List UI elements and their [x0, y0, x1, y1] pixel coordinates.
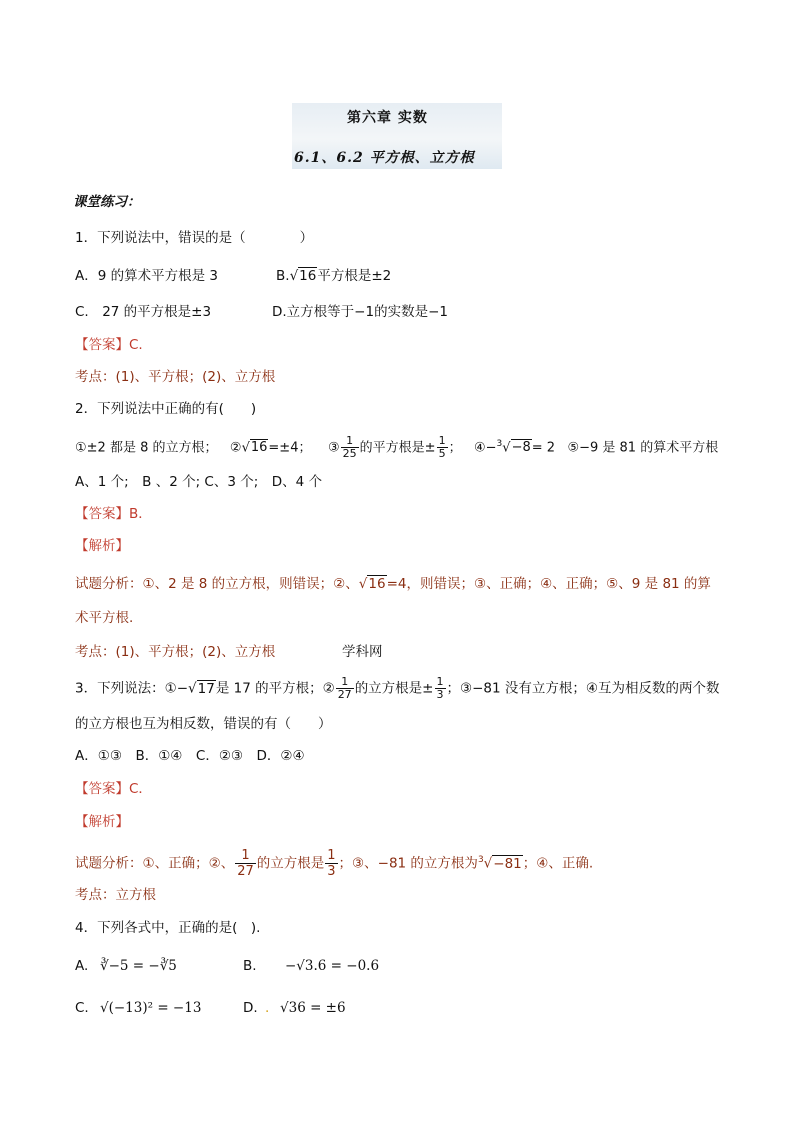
q4-option-c-expr: √(−13)² = −13 — [100, 1000, 202, 1016]
q2-stem: 2．下列说法中正确的有( ) — [75, 401, 257, 417]
q1-option-b: B.√16平方根是±2 — [276, 268, 392, 284]
q4-option-a-label: A. — [75, 958, 89, 974]
q1-option-a: A．9 的算术平方根是 3 — [75, 268, 218, 284]
q2-answer: 【答案】B． — [75, 506, 152, 522]
q2-analysis-cont: 术平方根. — [75, 610, 134, 626]
q4-option-d-dot: . — [265, 1000, 270, 1016]
section-title: 课堂练习： — [73, 194, 141, 210]
q4-option-a-expr: ∛−5 = −∛5 — [100, 958, 177, 974]
section-heading: 6.1、6.2 平方根、立方根 — [294, 150, 475, 166]
q3-analysis-label: 【解析】 — [75, 814, 129, 830]
q4-option-d-expr: √36 = ±6 — [280, 1000, 346, 1016]
q2-analysis-label: 【解析】 — [75, 538, 129, 554]
q1-option-d: D.立方根等于−1的实数是−1 — [272, 304, 448, 320]
q2-statements: ①±2 都是 8 的立方根； ②√16=±4； ③ $\frac{1}{25}$ 的平方根是± $\frac{1}{5}$ ； ④−$^3$√−8= 2 ⑤−9 是 81 的算术平方根 — [75, 434, 719, 461]
q2-options: A、1 个; B 、2 个; C、3 个; D、4 个 — [75, 474, 323, 490]
q3-stem-cont: 的立方根也互为相反数，错误的有（ ） — [75, 716, 332, 732]
q4-stem: 4．下列各式中，正确的是( ). — [75, 920, 261, 936]
q1-point: 考点：(1)、平方根；(2)、立方根 — [75, 369, 276, 385]
watermark: 学科网 — [342, 644, 383, 660]
q3-stem: 3．下列说法：①−√17是 17 的平方根；② $\frac{1}{27}$ 的立方根是± $\frac{1}{3}$ ；③−81 没有立方根；④互为相反数的两个数 — [75, 675, 720, 701]
q3-analysis: 试题分析：①、正确；②、 $\frac{1}{27}$ 的立方根是 $\frac{1}{3}$ ；③、−81 的立方根为$^3$√−81；④、正确. — [75, 848, 594, 879]
q1-answer: 【答案】C. — [75, 337, 143, 353]
q2-analysis: 试题分析：①、2 是 8 的立方根，则错误；②、√16=4，则错误；③、正确；④、正确；⑤、9 是 81 的算 — [75, 576, 711, 592]
q4-option-b-expr: −√3.6 = −0.6 — [285, 958, 380, 974]
q4-option-d-label: D. — [243, 1000, 258, 1016]
q4-option-b-label: B. — [243, 958, 257, 974]
q3-answer: 【答案】C． — [75, 781, 152, 797]
chapter-title: 第六章 实数 — [347, 110, 428, 126]
q2-point: 考点：(1)、平方根；(2)、立方根 — [75, 644, 276, 660]
q3-point: 考点：立方根 — [75, 887, 156, 903]
q1-option-c: C. 27 的平方根是±3 — [75, 304, 212, 320]
q1-stem: 1．下列说法中，错误的是（ ） — [75, 230, 314, 246]
q4-option-c-label: C. — [75, 1000, 89, 1016]
q3-options: A．①③ B．①④ C．②③ D．②④ — [75, 748, 305, 764]
